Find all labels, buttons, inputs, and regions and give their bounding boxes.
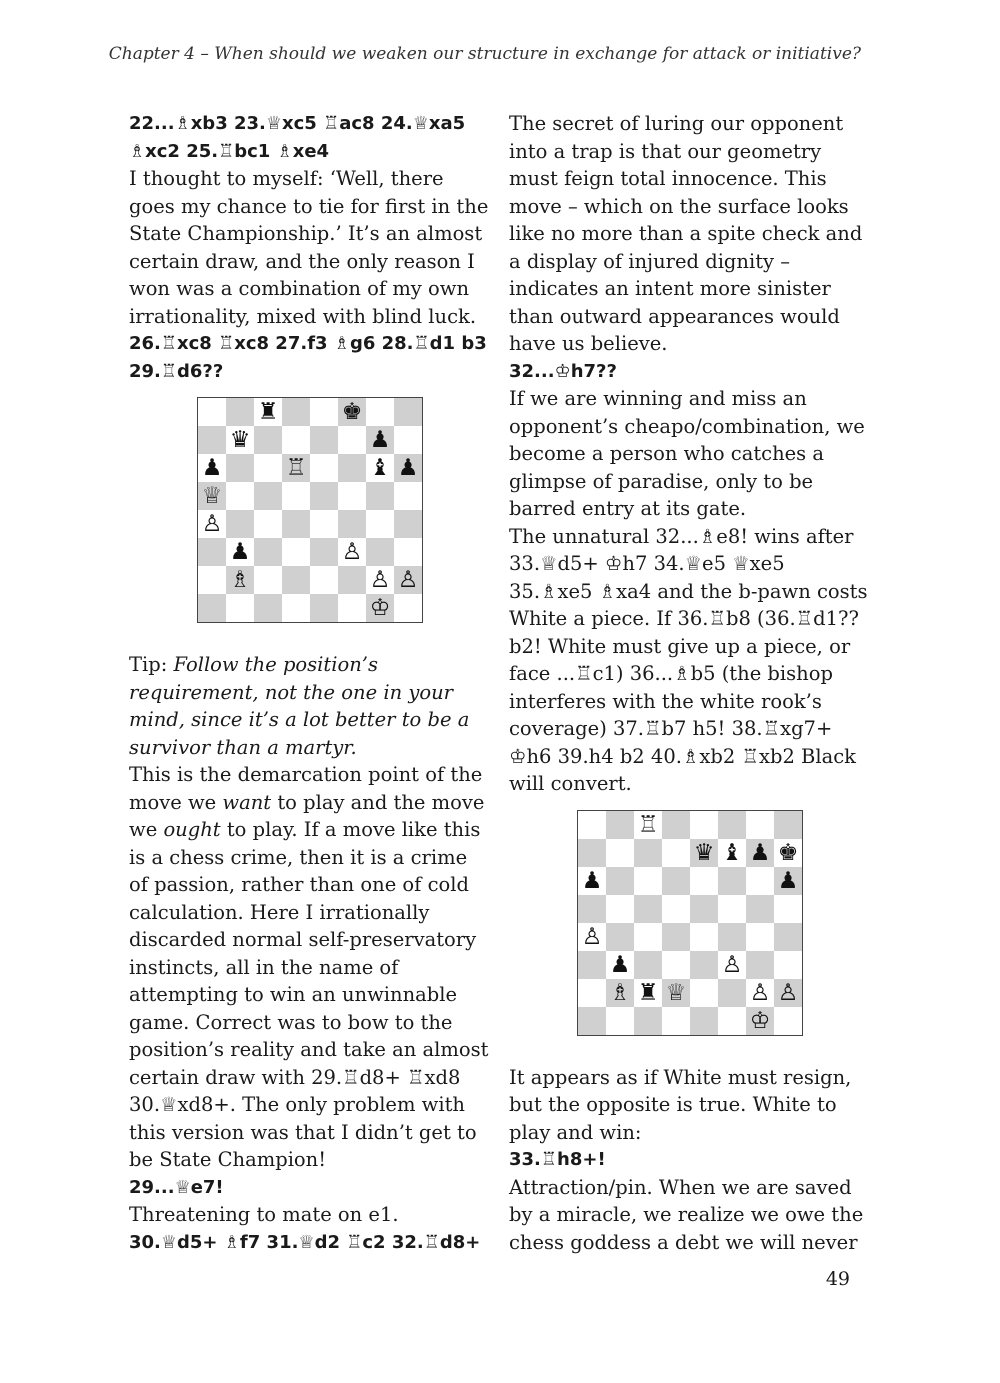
emphasis: ought <box>163 818 221 841</box>
board-square <box>310 454 338 482</box>
board-square <box>774 895 802 923</box>
board-square <box>282 510 310 538</box>
board-square <box>690 951 718 979</box>
chess-piece: ♔ <box>369 595 391 621</box>
board-square <box>310 566 338 594</box>
chess-piece: ♙ <box>749 979 771 1006</box>
board-square <box>578 923 606 951</box>
board-square <box>606 895 634 923</box>
chess-diagram-2 <box>577 810 803 1036</box>
board-square <box>746 867 774 895</box>
board-square <box>662 811 690 839</box>
board-square <box>366 426 394 454</box>
board-square <box>662 867 690 895</box>
board-square <box>338 594 366 622</box>
board-square <box>394 426 422 454</box>
board-square <box>310 538 338 566</box>
board-square <box>282 482 310 510</box>
move-line: 30.♕d5+ ♗f7 31.♕d2 ♖c2 32.♖d8+ <box>129 1231 481 1253</box>
board-square <box>662 923 690 951</box>
chess-piece: ♟ <box>609 951 631 978</box>
board-square <box>338 398 366 426</box>
board-square <box>310 482 338 510</box>
left-column <box>129 110 491 1256</box>
text-run: to play and the move we <box>129 790 485 841</box>
board-square <box>254 398 282 426</box>
board-square <box>282 454 310 482</box>
paragraph: I thought to myself: ‘Well, there goes my chance to tie for first in the State Championship.’ It’s an almost certain draw, and the only reason I won was a combination of my own irrationality, mixed with blind luck. <box>129 167 489 328</box>
board-square <box>226 594 254 622</box>
board-square <box>254 566 282 594</box>
board-square <box>606 839 634 867</box>
board-square <box>282 538 310 566</box>
chess-piece: ♟ <box>369 427 391 453</box>
chess-piece: ♝ <box>721 839 743 866</box>
board-square <box>254 426 282 454</box>
board-square <box>254 454 282 482</box>
board-square <box>254 594 282 622</box>
board-square <box>606 867 634 895</box>
board-square <box>226 510 254 538</box>
board-square <box>394 482 422 510</box>
board-square <box>606 923 634 951</box>
board-square <box>746 895 774 923</box>
board-square <box>774 811 802 839</box>
board-square <box>366 454 394 482</box>
board-square <box>774 923 802 951</box>
paragraph: It appears as if White must resign, but the opposite is true. White to play and win: <box>509 1065 852 1144</box>
board-square <box>338 510 366 538</box>
chess-piece: ♔ <box>749 1007 771 1034</box>
chess-piece: ♕ <box>665 979 687 1006</box>
board-square <box>198 454 226 482</box>
chess-piece: ♝ <box>369 455 391 481</box>
board-square <box>634 839 662 867</box>
board-square <box>662 1007 690 1035</box>
board-square <box>606 811 634 839</box>
board-square <box>338 538 366 566</box>
board-square <box>662 895 690 923</box>
board-square <box>366 594 394 622</box>
chess-piece: ♟ <box>581 867 603 894</box>
board-square <box>746 951 774 979</box>
chess-piece: ♛ <box>693 839 715 866</box>
move-line: 33.♖h8+! <box>509 1149 606 1170</box>
tip-label: Tip: <box>129 653 174 676</box>
chess-piece: ♛ <box>229 427 251 453</box>
board-square <box>690 811 718 839</box>
paragraph: The secret of luring our opponent into a trap is that our geometry must feign total innocence. This move – which on the surface looks like no more than a spite check and a display of injured dignity – indicates an intent more sinister than outward appearances would have us believe. <box>509 112 863 355</box>
board-square <box>198 566 226 594</box>
board-square <box>226 482 254 510</box>
text-run: to play. If a move like this is a chess crime, then it is a crime of passion, rather than one of cold calculation. Here I irrationally discarded normal self-preservatory instincts, all in the name of attempting to win an unwinnable game. Correct was to bow to the position’s reality and take an almost certain draw with 29.♖d8+ ♖xd8 30.♕xd8+. The only problem with this version was that I didn’t get to be State Champion! <box>129 818 489 1171</box>
board-square <box>634 895 662 923</box>
board-square <box>718 895 746 923</box>
chess-piece: ♜ <box>257 399 279 425</box>
board-square <box>634 979 662 1007</box>
board-square <box>198 510 226 538</box>
board-square <box>718 811 746 839</box>
board-square <box>718 951 746 979</box>
board-square <box>198 594 226 622</box>
board-square <box>634 1007 662 1035</box>
board-square <box>746 979 774 1007</box>
board-square <box>578 811 606 839</box>
paragraph: If we are winning and miss an opponent’s cheapo/combination, we become a person who catches a glimpse of paradise, only to be barred entry at its gate. <box>509 387 865 520</box>
board-square <box>310 398 338 426</box>
chess-piece: ♟ <box>397 455 419 481</box>
chess-piece: ♟ <box>229 539 251 565</box>
chess-piece: ♙ <box>777 979 799 1006</box>
board-square <box>226 454 254 482</box>
board-square <box>254 482 282 510</box>
board-square <box>394 538 422 566</box>
board-square <box>282 594 310 622</box>
emphasis: want <box>222 790 272 814</box>
board-square <box>690 839 718 867</box>
board-square <box>282 566 310 594</box>
chess-piece: ♙ <box>341 539 363 565</box>
board-square <box>774 839 802 867</box>
running-header: Chapter 4 – When should we weaken our structure in exchange for attack or initiative? <box>108 44 861 64</box>
text-run: This is the demarcation point of the move we <box>129 763 483 814</box>
board-square <box>690 1007 718 1035</box>
chess-diagram-1 <box>197 397 423 623</box>
board-square <box>254 538 282 566</box>
board-square <box>746 811 774 839</box>
board-square <box>718 1007 746 1035</box>
board-square <box>662 951 690 979</box>
board-square <box>746 839 774 867</box>
board-square <box>718 923 746 951</box>
paragraph: Threatening to mate on e1. <box>129 1203 399 1226</box>
tip-text: Follow the position’s requirement, not the one in your mind, since it’s a lot better to be a survivor than a martyr. <box>129 653 470 759</box>
chess-piece: ♜ <box>637 979 659 1006</box>
board-square <box>578 951 606 979</box>
board-square <box>578 895 606 923</box>
board-square <box>366 398 394 426</box>
move-line: 22...♗xb3 23.♕xc5 ♖ac8 24.♕xa5 ♗xc2 25.♖bc1 ♗xe4 <box>129 113 466 162</box>
chess-piece: ♗ <box>609 979 631 1006</box>
chess-piece: ♙ <box>369 567 391 593</box>
board-square <box>366 566 394 594</box>
board-square <box>226 426 254 454</box>
board-square <box>366 538 394 566</box>
board-square <box>578 867 606 895</box>
paragraph <box>129 761 491 1174</box>
paragraph: Attraction/pin. When we are saved by a miracle, we realize we owe the chess goddess a debt we will never <box>509 1175 864 1254</box>
board-square <box>282 398 310 426</box>
board-square <box>690 867 718 895</box>
board-square <box>198 538 226 566</box>
board-square <box>690 923 718 951</box>
chess-piece: ♕ <box>201 483 223 509</box>
chess-piece: ♙ <box>201 511 223 537</box>
board-square <box>226 398 254 426</box>
board-square <box>746 923 774 951</box>
move-line: 32...♔h7?? <box>509 360 617 382</box>
board-square <box>394 454 422 482</box>
board-square <box>310 510 338 538</box>
paragraph: The unnatural 32...♗e8! wins after 33.♕d5+ ♔h7 34.♕e5 ♕xe5 35.♗xe5 ♗xa4 and the b-pawn costs White a piece. If 36.♖b8 (36.♖d1?? b2! White must give up a piece, or face ...♖c1) 36...♗b5 (the bishop interferes with the white rook’s coverage) 37.♖b7 h5! 38.♖xg7+ ♔h6 39.h4 b2 40.♗xb2 ♖xb2 Black will convert. <box>509 524 868 795</box>
board-square <box>690 979 718 1007</box>
board-square <box>338 454 366 482</box>
board-square <box>198 482 226 510</box>
board-square <box>282 426 310 454</box>
board-square <box>746 1007 774 1035</box>
board-square <box>198 398 226 426</box>
board-square <box>226 566 254 594</box>
board-square <box>634 811 662 839</box>
board-square <box>338 426 366 454</box>
board-square <box>198 426 226 454</box>
board-square <box>774 867 802 895</box>
board-square <box>578 979 606 1007</box>
board-square <box>662 979 690 1007</box>
board-square <box>634 951 662 979</box>
board-square <box>634 923 662 951</box>
board-square <box>338 482 366 510</box>
board-square <box>774 951 802 979</box>
right-column <box>509 110 871 1256</box>
board-square <box>718 867 746 895</box>
board-square <box>606 951 634 979</box>
board-square <box>662 839 690 867</box>
board-square <box>254 510 282 538</box>
chess-piece: ♟ <box>749 839 771 866</box>
tip <box>129 651 491 761</box>
chess-piece: ♖ <box>637 811 659 838</box>
board-square <box>718 839 746 867</box>
move-line: 29...♕e7! <box>129 1176 224 1198</box>
page-number: 49 <box>825 1268 850 1290</box>
chess-piece: ♟ <box>777 867 799 894</box>
chess-piece: ♙ <box>721 951 743 978</box>
board-square <box>394 398 422 426</box>
board-square <box>718 979 746 1007</box>
board-square <box>690 895 718 923</box>
board-square <box>578 839 606 867</box>
chess-piece: ♙ <box>581 923 603 950</box>
chess-piece: ♙ <box>397 567 419 593</box>
board-square <box>634 867 662 895</box>
board-square <box>394 510 422 538</box>
board-square <box>606 1007 634 1035</box>
board-square <box>774 979 802 1007</box>
board-square <box>366 482 394 510</box>
board-square <box>366 510 394 538</box>
board-square <box>394 594 422 622</box>
chess-piece: ♖ <box>285 455 307 481</box>
board-square <box>578 1007 606 1035</box>
board-square <box>310 594 338 622</box>
move-line: 26.♖xc8 ♖xc8 27.f3 ♗g6 28.♖d1 b3 29.♖d6?? <box>129 333 487 382</box>
chess-piece: ♟ <box>201 455 223 481</box>
board-square <box>774 1007 802 1035</box>
chess-piece: ♚ <box>777 839 799 866</box>
board-square <box>338 566 366 594</box>
board-square <box>310 426 338 454</box>
board-square <box>226 538 254 566</box>
board-square <box>394 566 422 594</box>
chess-piece: ♗ <box>229 567 251 593</box>
chess-piece: ♚ <box>341 399 363 425</box>
board-square <box>606 979 634 1007</box>
